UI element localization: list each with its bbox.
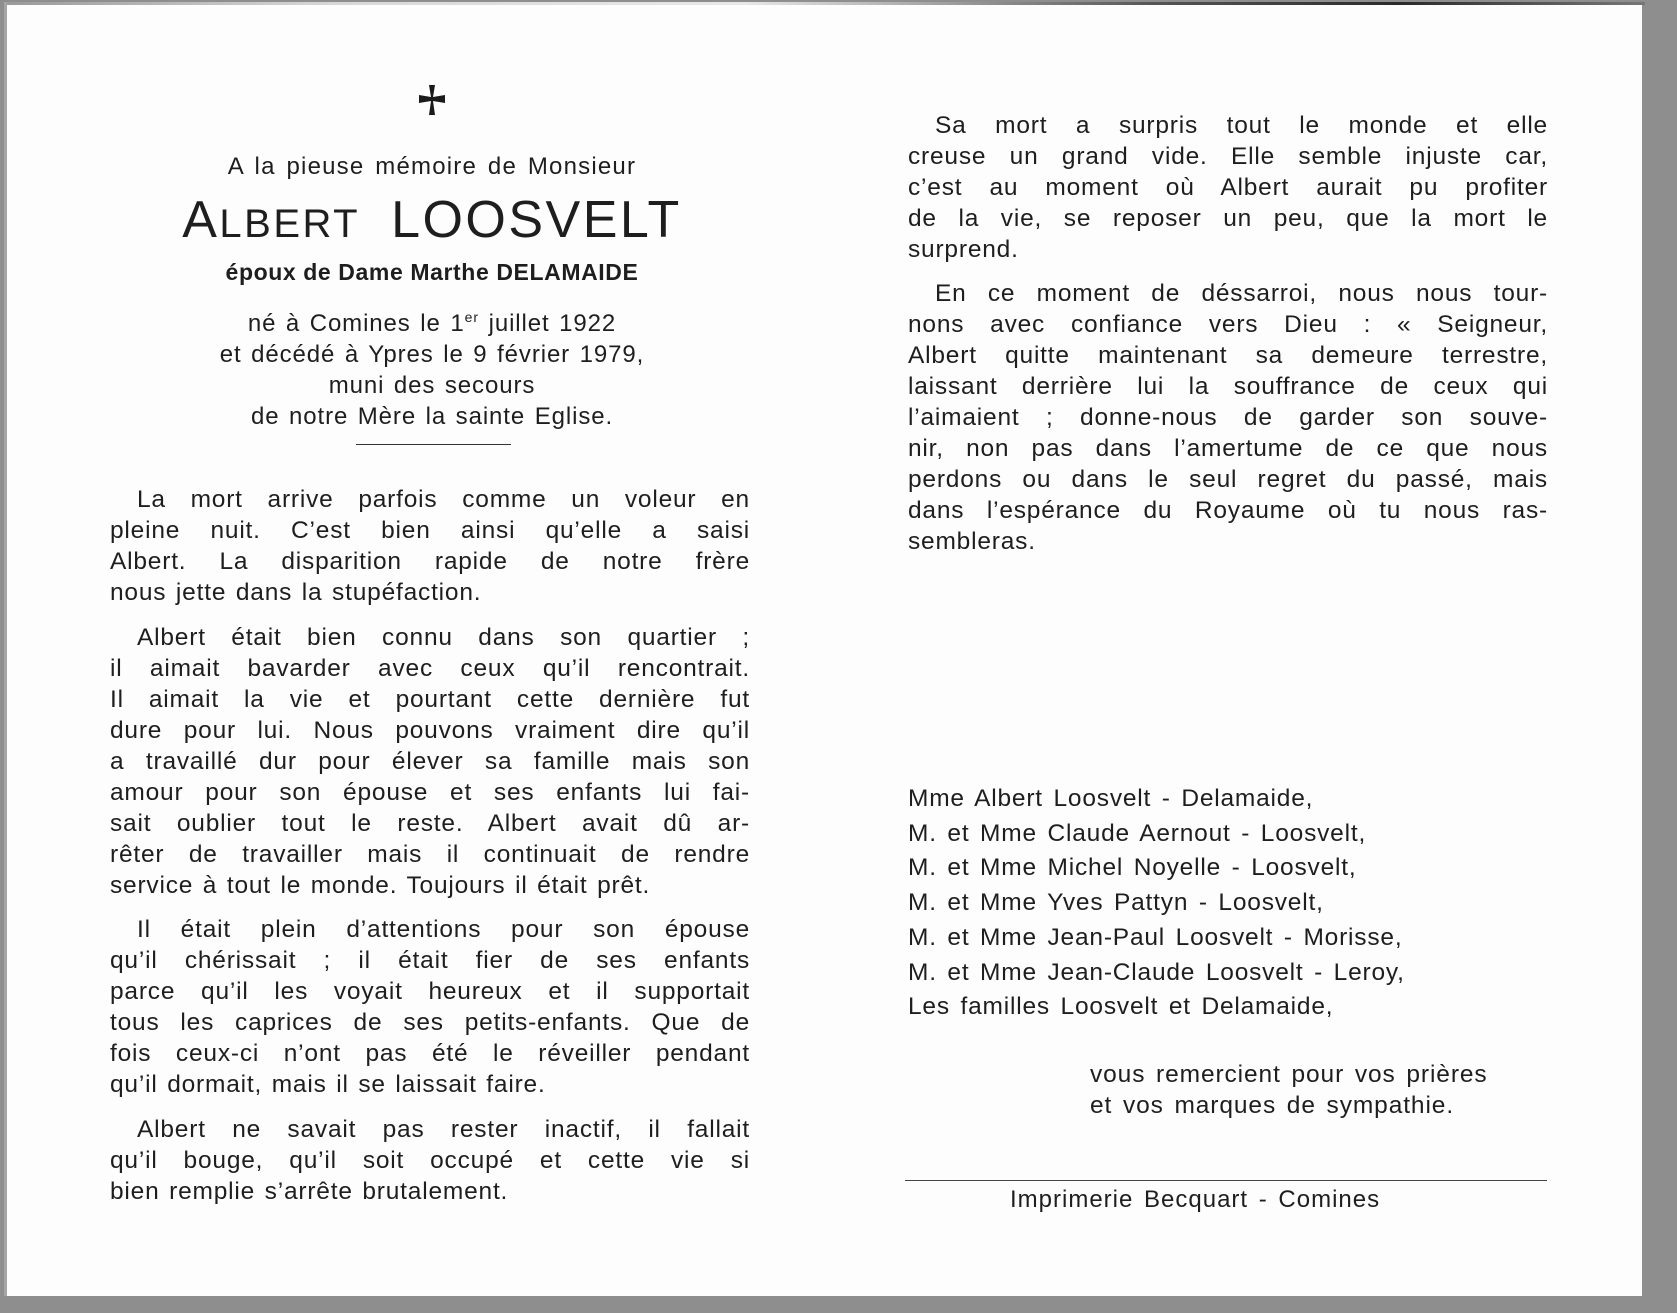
paragraph-line: Il aimait la vie et pourtant cette dernière fut xyxy=(110,686,750,713)
spouse-line: époux de Dame Marthe DELAMAIDE xyxy=(225,259,639,285)
cross-pattee-icon xyxy=(416,84,448,116)
family-list xyxy=(908,782,1548,1025)
header-separator xyxy=(356,444,511,445)
deceased-last-name: LOOSVELT xyxy=(391,191,682,249)
printer-credit: Imprimerie Becquart - Comines xyxy=(1010,1186,1381,1213)
paragraph-line: Albert était bien connu dans son quartier ; xyxy=(137,624,750,651)
paragraph-line: c’est au moment où Albert aurait pu profiter xyxy=(908,174,1548,201)
death-line: et décédé à Ypres le 9 février 1979, xyxy=(219,341,645,368)
family-member: M. et Mme Jean-Claude Loosvelt - Leroy, xyxy=(908,958,1405,986)
family-member: M. et Mme Yves Pattyn - Loosvelt, xyxy=(908,889,1324,917)
birth-line-text: né à Comines le 1 xyxy=(247,310,465,337)
thanks-line-2: et vos marques de sympathie. xyxy=(1090,1092,1455,1119)
first-name-initial: A xyxy=(182,191,220,249)
sacraments-line-1: muni des secours xyxy=(328,372,536,399)
paragraph-line: dans l’espérance du Royaume où tu nous ras- xyxy=(908,497,1548,524)
family-member: M. et Mme Michel Noyelle - Loosvelt, xyxy=(908,854,1357,882)
family-member: M. et Mme Claude Aernout - Loosvelt, xyxy=(908,819,1367,847)
memory-line: A la pieuse mémoire de Monsieur xyxy=(227,153,637,180)
birth-line xyxy=(157,302,707,339)
paragraph-line: Albert quitte maintenant sa demeure terrestre, xyxy=(908,342,1548,369)
paragraph-line: creuse un grand vide. Elle semble injuste car, xyxy=(908,143,1548,170)
paragraph-line: Albert. La disparition rapide de notre frère xyxy=(110,548,750,575)
paragraph-line: l’aimaient ; donne-nous de garder son souve- xyxy=(908,404,1548,431)
paragraph-line: tous les caprices de ses petits-enfants. Que de xyxy=(110,1009,750,1036)
paragraph-line: qu’il chérissait ; il était fier de ses enfants xyxy=(110,947,750,974)
paragraph-line: dure pour lui. Nous pouvons vraiment dire qu’il xyxy=(110,717,750,744)
paragraph-line: perdons ou dans le seul regret du passé, mais xyxy=(908,466,1548,493)
paragraph-line: La mort arrive parfois comme un voleur en xyxy=(137,486,750,513)
deceased-first-name xyxy=(182,191,360,249)
paragraph-line: parce qu’il les voyait heureux et il supportait xyxy=(110,978,750,1005)
paragraph-line: a travaillé dur pour élever sa famille mais son xyxy=(110,748,750,775)
paragraph-line: bien remplie s’arrête brutalement. xyxy=(110,1178,509,1205)
paragraph-line: Sa mort a surpris tout le monde et elle xyxy=(935,112,1548,139)
paragraph-line: Il était plein d’attentions pour son épouse xyxy=(137,916,750,943)
paragraph-line: fois ceux-ci n’ont pas été le réveiller pendant xyxy=(110,1040,750,1067)
family-member: Mme Albert Loosvelt - Delamaide, xyxy=(908,785,1314,812)
paragraph-line: qu’il bouge, qu’il soit occupé et cette vie si xyxy=(110,1147,750,1174)
birth-line-superscript: er xyxy=(464,309,480,325)
deceased-name xyxy=(157,190,707,254)
paragraph-line: il aimait bavarder avec ceux qu’il rencontrait. xyxy=(110,655,750,682)
paragraph-line: surprend. xyxy=(908,236,1019,263)
birth-line-date: juillet 1922 xyxy=(479,310,617,337)
paragraph-line: pleine nuit. C’est bien ainsi qu’elle a saisi xyxy=(110,517,750,544)
paragraph-line: En ce moment de déssarroi, nous nous tour- xyxy=(935,280,1548,307)
left-paragraph-4 xyxy=(110,1114,750,1207)
paragraph-line: rêter de travailler mais il continuait de rendre xyxy=(110,841,750,868)
thanks-note xyxy=(1090,1059,1488,1121)
left-paragraph-2 xyxy=(110,622,750,901)
right-paragraph-1 xyxy=(908,110,1548,265)
thanks-line-1: vous remercient pour vos prières xyxy=(1090,1061,1488,1088)
footer-separator xyxy=(905,1180,1547,1181)
paragraph-line: de la vie, se reposer un peu, que la mort le xyxy=(908,205,1548,232)
paragraph-line: laissant derrière lui la souffrance de ceux qui xyxy=(908,373,1548,400)
paragraph-line: sait oublier tout le reste. Albert avait dû ar- xyxy=(110,810,750,837)
left-paragraph-3 xyxy=(110,914,750,1100)
first-name-rest: LBERT xyxy=(219,202,361,246)
paragraph-line: nous jette dans la stupéfaction. xyxy=(110,579,482,606)
paragraph-line: amour pour son épouse et ses enfants lui fai- xyxy=(110,779,750,806)
scan-edge-shadow xyxy=(7,2,1645,5)
paragraph-line: service à tout le monde. Toujours il était prêt. xyxy=(110,872,651,899)
family-member: Les familles Loosvelt et Delamaide, xyxy=(908,993,1334,1021)
memorial-card xyxy=(4,2,1642,1296)
paragraph-line: qu’il dormait, mais il se laissait faire. xyxy=(110,1071,546,1098)
biography-block xyxy=(157,302,707,432)
family-member: M. et Mme Jean-Paul Loosvelt - Morisse, xyxy=(908,923,1403,951)
paragraph-line: sembleras. xyxy=(908,528,1036,555)
sacraments-line-2: de notre Mère la sainte Eglise. xyxy=(250,403,614,430)
paragraph-line: nons avec confiance vers Dieu : « Seigneur, xyxy=(908,311,1548,338)
paragraph-line: nir, non pas dans l’amertume de ce que nous xyxy=(908,435,1548,462)
right-paragraph-2 xyxy=(908,278,1548,557)
left-paragraph-1 xyxy=(110,484,750,608)
paragraph-line: Albert ne savait pas rester inactif, il fallait xyxy=(137,1116,750,1143)
